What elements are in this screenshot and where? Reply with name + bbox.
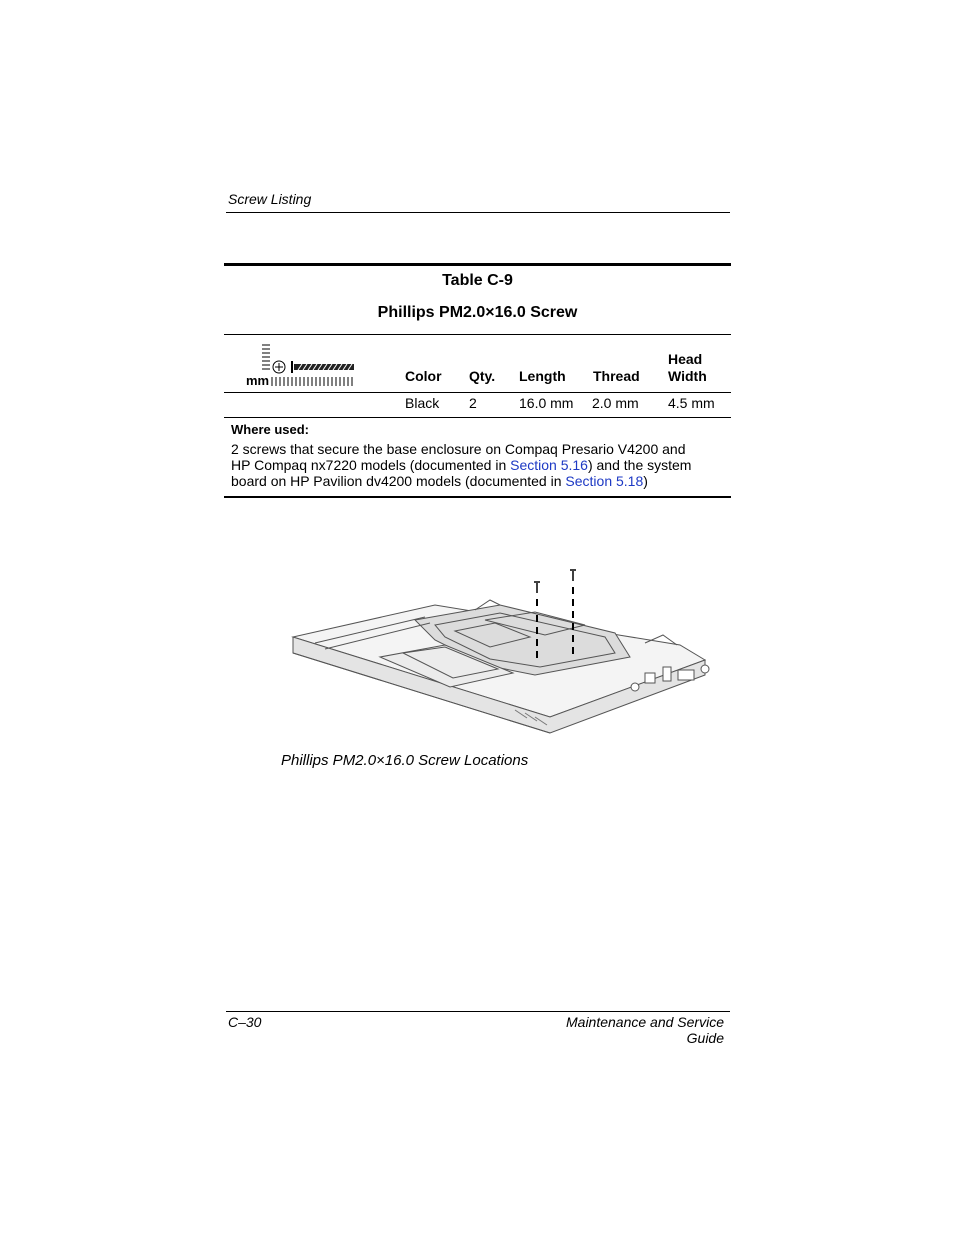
table-title-rule	[224, 334, 731, 335]
col-qty: Qty.	[469, 368, 496, 384]
col-width: Width	[668, 368, 707, 384]
data-row-rule	[224, 417, 731, 418]
page-number: C–30	[228, 1014, 262, 1030]
cell-length: 16.0 mm	[519, 395, 574, 411]
footer-rule	[226, 1011, 730, 1012]
running-header: Screw Listing	[228, 191, 312, 207]
table-bottom-rule	[224, 496, 731, 498]
header-rule	[226, 212, 730, 213]
guide-title: Maintenance and Service Guide	[566, 1014, 724, 1046]
table-top-rule	[224, 263, 731, 266]
where-used-label: Where used:	[231, 422, 310, 437]
table-title: Phillips PM2.0×16.0 Screw	[377, 304, 578, 321]
cell-qty: 2	[469, 395, 477, 411]
cell-head-width: 4.5 mm	[668, 395, 715, 411]
where-used-line-3: board on HP Pavilion dv4200 models (documented in Section 5.18)	[231, 473, 648, 489]
table-number: Table C-9	[442, 272, 513, 289]
col-thread: Thread	[593, 368, 640, 384]
ruler-label: mm	[246, 373, 270, 388]
cell-color: Black	[405, 395, 440, 411]
section-5-18-link[interactable]: Section 5.18	[565, 473, 644, 489]
header-row-rule	[224, 392, 731, 393]
col-color: Color	[405, 368, 442, 384]
where-used-line-2: HP Compaq nx7220 models (documented in Section 5.16) and the system	[231, 457, 692, 473]
section-5-16-link[interactable]: Section 5.16	[510, 457, 588, 473]
laptop-base-illustration	[285, 565, 725, 735]
col-length: Length	[519, 368, 566, 384]
cell-thread: 2.0 mm	[592, 395, 639, 411]
figure-caption: Phillips PM2.0×16.0 Screw Locations	[281, 752, 529, 769]
where-used-line-1: 2 screws that secure the base enclosure on Compaq Presario V4200 and	[231, 441, 686, 457]
col-head: Head	[668, 351, 703, 367]
